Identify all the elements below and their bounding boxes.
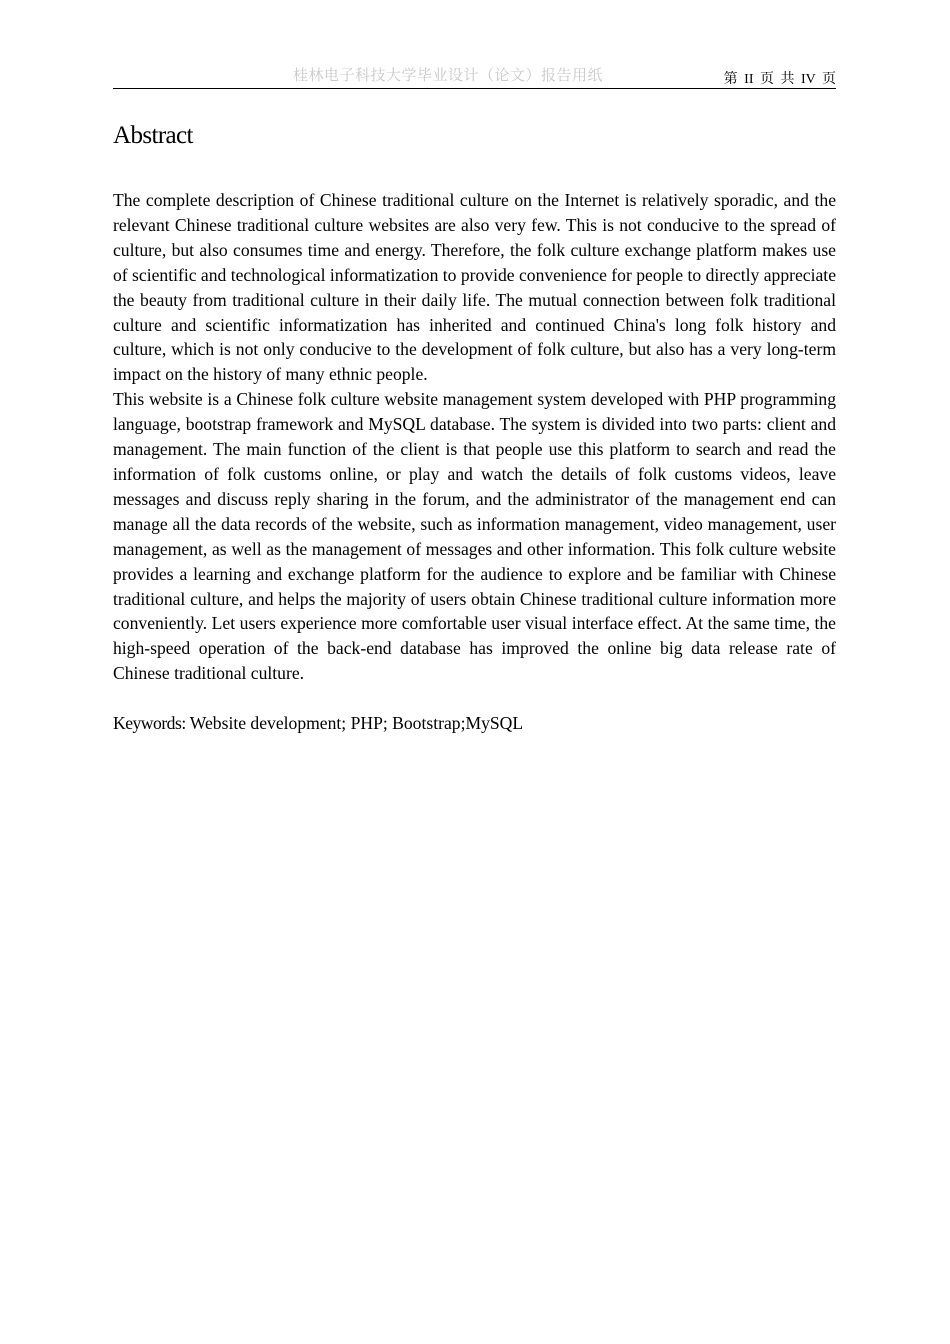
page-header — [113, 60, 836, 89]
header-title: 桂林电子科技大学毕业设计（论文）报告用纸 — [293, 66, 604, 84]
abstract-paragraph-2: This website is a Chinese folk culture website management system developed with PHP programming language, bootstrap framework and MySQL database. The system is divided into two parts: client and management. The main function of the client is that people use this platform to search and read the information of folk customs online, or play and watch the details of folk customs videos, leave messages and discuss reply sharing in the forum, and the administrator of the management end can manage all the data records of the website, such as information management, video management, user management, as well as the management of messages and other information. This folk culture website provides a learning and exchange platform for the audience to explore and be familiar with Chinese traditional culture, and helps the majority of users obtain Chinese traditional culture information more conveniently. Let users experience more comfortable user visual interface effect. At the same time, the high-speed operation of the back-end database has improved the online big data release rate of Chinese traditional culture. — [113, 389, 836, 684]
abstract-heading: Abstract — [113, 122, 193, 149]
keywords-value: Website development; PHP; Bootstrap;MySQL — [185, 713, 524, 734]
keywords-line — [113, 711, 836, 736]
page-indicator: 第 II 页 共 IV 页 — [723, 72, 836, 87]
abstract-paragraph-1: The complete description of Chinese traditional culture on the Internet is relatively sporadic, and the relevant Chinese traditional culture websites are also very few. This is not conducive to the spread of culture, but also consumes time and energy. Therefore, the folk culture exchange platform makes use of scientific and technological informatization to provide convenience for people to directly appreciate the beauty from traditional culture in their daily life. The mutual connection between folk traditional culture and scientific informatization has inherited and continued China's long folk history and culture, which is not only conducive to the development of folk culture, but also has a very long-term impact on the history of many ethnic people. — [113, 190, 837, 385]
abstract-body — [113, 188, 836, 736]
keywords-label: Keywords: — [113, 713, 186, 734]
